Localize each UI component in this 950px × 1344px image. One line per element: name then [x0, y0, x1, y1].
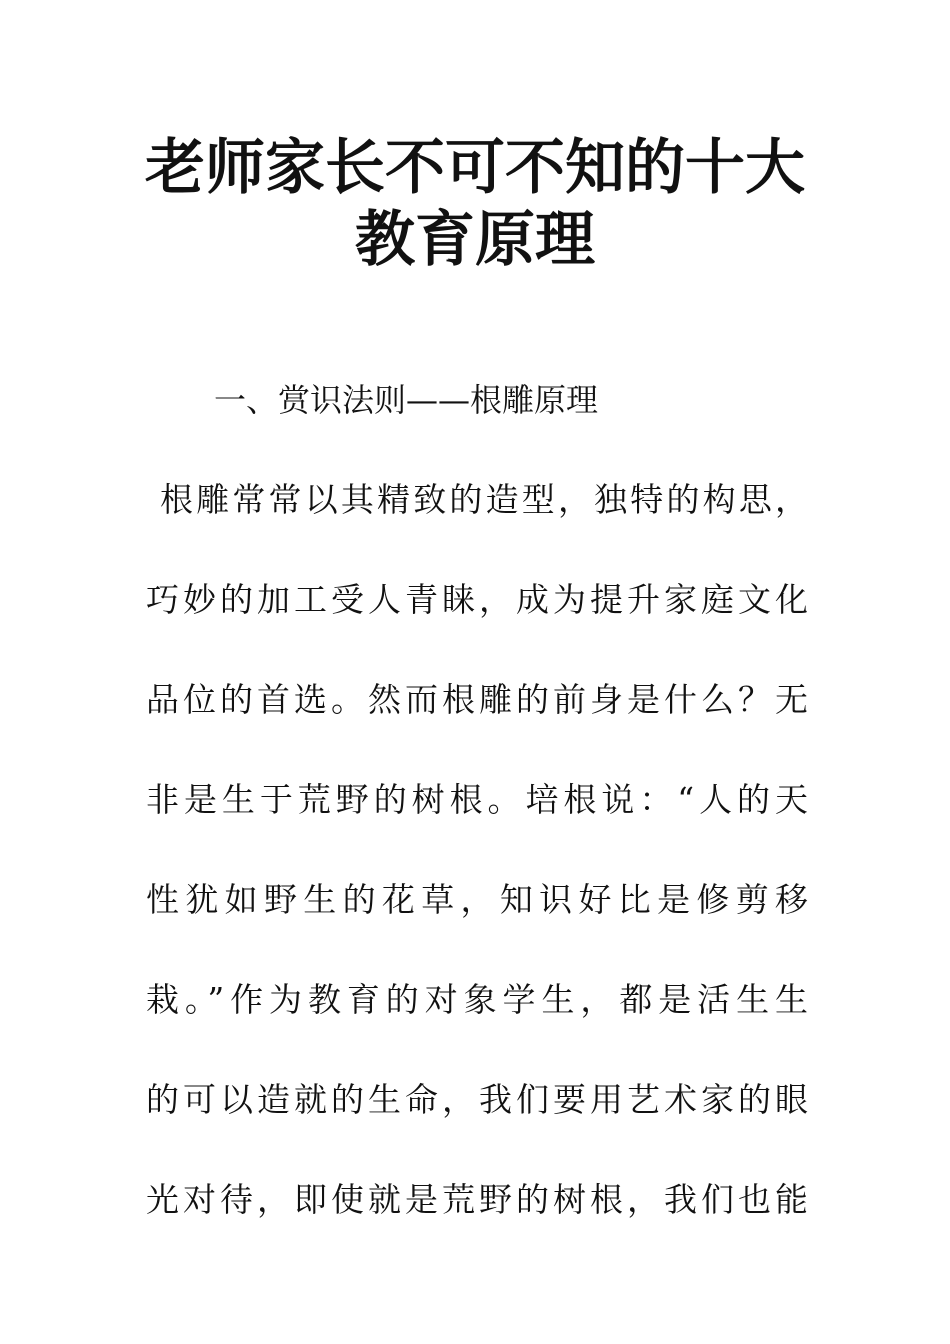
body-text-line: 巧妙的加工受人青睐，成为提升家庭文化 — [146, 580, 808, 619]
body-text-line: 的可以造就的生命，我们要用艺术家的眼 — [146, 1080, 808, 1119]
document-title — [0, 132, 950, 276]
title-line-1: 老师家长不可不知的十大 — [145, 133, 805, 203]
body-text-line: 品位的首选。然而根雕的前身是什么？无 — [146, 680, 808, 719]
body-text-line: 光对待，即使就是荒野的树根，我们也能 — [146, 1180, 808, 1219]
title-line-2: 教育原理 — [355, 205, 595, 275]
body-text-line: 根雕常常以其精致的造型，独特的构思， — [160, 480, 808, 519]
body-text-line: 栽。”作为教育的对象学生，都是活生生 — [146, 980, 808, 1019]
body-text-line: 性犹如野生的花草，知识好比是修剪移 — [146, 880, 808, 919]
section-heading: 一、赏识法则——根雕原理 — [214, 381, 599, 419]
body-text-line: 非是生于荒野的树根。培根说：“人的天 — [146, 780, 808, 819]
